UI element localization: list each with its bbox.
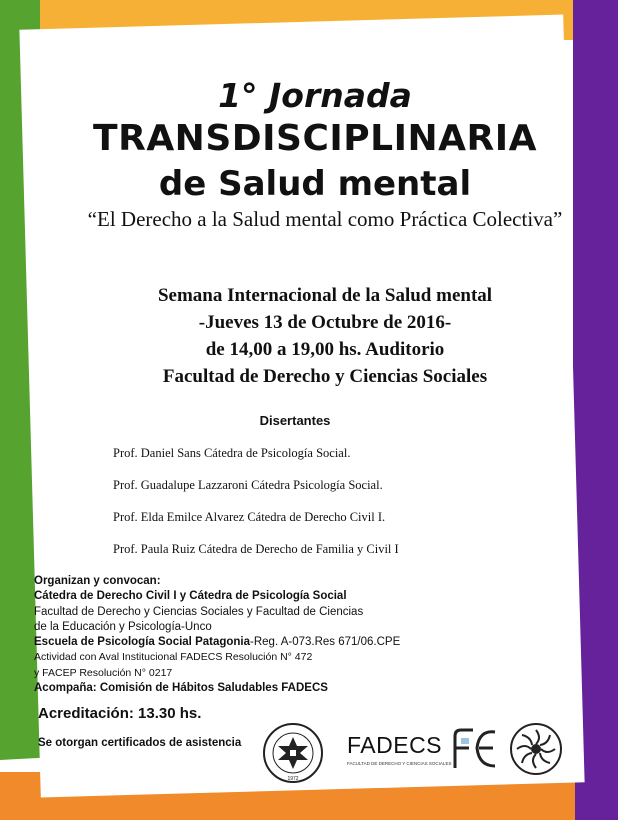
event-time-place: de 14,00 a 19,00 hs. Auditorio	[205, 339, 445, 360]
aval-line-1: Actividad con Aval Institucional FADECS Resolución N° 472	[34, 651, 313, 664]
title-line-3: de Salud mental	[158, 164, 472, 204]
event-faculty: Facultad de Derecho y Ciencias Sociales	[162, 366, 488, 387]
fadecs-logo-text: FADECS	[347, 732, 443, 758]
speakers-list	[113, 446, 399, 574]
speaker-item: Prof. Elda Emilce Alvarez Cátedra de Derecho Civil I.	[113, 510, 386, 524]
speakers-heading: Disertantes	[259, 413, 331, 428]
organizers-faculties-1: Facultad de Derecho y Ciencias Sociales y Facultad de Ciencias	[34, 605, 364, 618]
event-details	[60, 282, 590, 390]
organizers-block	[34, 574, 400, 696]
fadecs-logo	[347, 732, 452, 766]
school-registration: -Reg. A-073.Res 671/06.CPE	[250, 636, 401, 649]
organizers-school	[34, 635, 400, 650]
organizers-faculties-2: de la Educación y Psicología-Unco	[34, 620, 212, 633]
organizers-heading: Organizan y convocan:	[34, 575, 161, 587]
school-name: Escuela de Psicología Social Patagonia	[34, 636, 251, 649]
subtitle-quote: “El Derecho a la Salud mental como Práctica Colectiva”	[87, 207, 563, 231]
organizers-chairs: Cátedra de Derecho Civil I y Cátedra de Psicología Social	[34, 590, 347, 603]
certificates-note: Se otorgan certificados de asistencia	[38, 737, 242, 749]
event-date: -Jueves 13 de Octubre de 2016-	[198, 312, 452, 333]
university-seal-logo	[262, 722, 324, 784]
accreditation-time: Acreditación: 13.30 hs.	[38, 705, 202, 722]
university-year: 1972	[287, 776, 299, 782]
fadecs-logo-subtitle: FACULTAD DE DERECHO Y CIENCIAS SOCIALES	[347, 761, 452, 766]
accompanies-line: Acompaña: Comisión de Hábitos Saludables FADECS	[34, 682, 328, 695]
speaker-item: Prof. Paula Ruiz Cátedra de Derecho de Familia y Civil I	[113, 542, 399, 556]
fe-logo-icon	[451, 728, 499, 770]
title-line-2: TRANSDISCIPLINARIA	[93, 118, 537, 159]
title-line-1: 1° Jornada	[218, 76, 412, 115]
speaker-item: Prof. Daniel Sans Cátedra de Psicología Social.	[113, 446, 351, 460]
aval-line-2: y FACEP Resolución N° 0217	[34, 666, 173, 679]
event-week: Semana Internacional de la Salud mental	[157, 285, 493, 306]
circular-pattern-logo	[509, 722, 563, 776]
speaker-item: Prof. Guadalupe Lazzaroni Cátedra Psicología Social.	[113, 478, 383, 492]
